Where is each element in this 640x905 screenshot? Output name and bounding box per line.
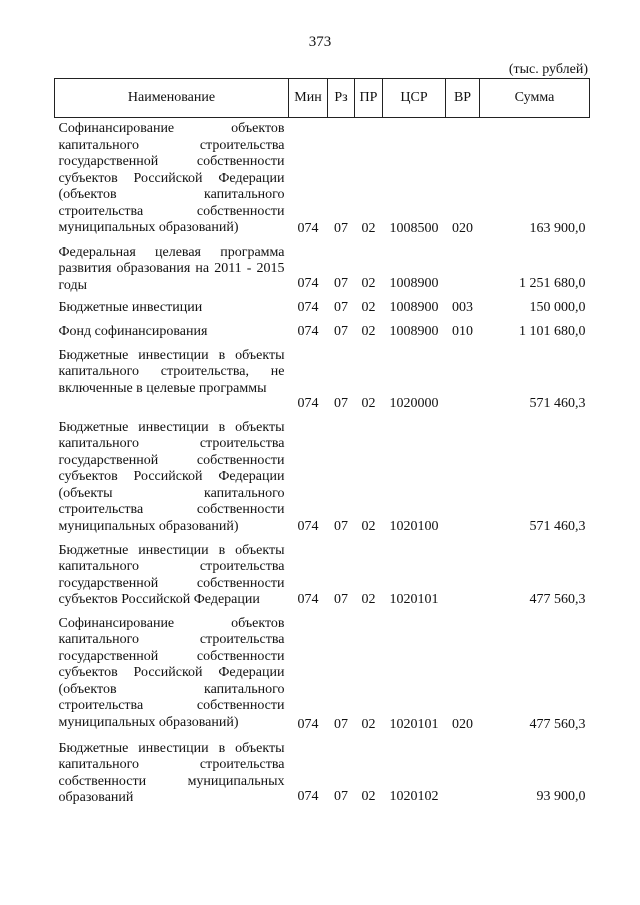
table-row [55, 297, 590, 321]
units-label: (тыс. рублей) [508, 62, 588, 77]
row-sum: 477 560,3 [529, 717, 586, 732]
header-csr: ЦСР [383, 79, 446, 118]
row-sum: 477 560,3 [529, 592, 586, 607]
row-pr: 02 [361, 717, 376, 732]
row-vr [446, 540, 480, 613]
row-sum: 571 460,3 [529, 396, 586, 411]
table-row [55, 738, 590, 810]
row-csr: 1008900 [389, 276, 439, 291]
row-sum: 571 460,3 [529, 519, 586, 534]
row-csr: 1008900 [389, 324, 439, 339]
row-rz: 07 [334, 396, 348, 411]
row-rz: 07 [334, 324, 348, 339]
row-vr [446, 738, 480, 810]
row-min: 074 [297, 396, 319, 411]
row-min: 074 [297, 519, 319, 534]
row-min: 074 [297, 276, 319, 291]
row-name: Софинансирование объектов капитального строительства государственной собственности субъектов Российской Федерации (объектов капитального строительства собственности муниципальных образований) [58, 121, 285, 235]
table-row [55, 345, 590, 417]
row-min: 074 [297, 300, 319, 315]
row-sum: 93 900,0 [536, 789, 586, 804]
row-pr: 02 [361, 276, 376, 291]
row-rz: 07 [334, 300, 348, 315]
table-row [55, 242, 590, 297]
table-header-row [55, 79, 590, 118]
row-vr: 020 [452, 717, 473, 732]
row-name: Фонд софинансирования [58, 323, 208, 339]
page-number: 373 [308, 34, 332, 50]
row-name: Бюджетные инвестиции в объекты капитального строительства государственной собственности субъектов Российской Федерации [58, 542, 285, 607]
row-csr: 1008500 [389, 221, 439, 236]
table-row [55, 417, 590, 540]
row-pr: 02 [361, 592, 376, 607]
row-vr: 010 [452, 324, 473, 339]
row-pr: 02 [361, 519, 376, 534]
row-pr: 02 [361, 789, 376, 804]
header-sum: Сумма [480, 79, 590, 118]
row-rz: 07 [334, 592, 348, 607]
header-vr: ВР [446, 79, 480, 118]
row-min: 074 [297, 324, 319, 339]
row-rz: 07 [334, 519, 348, 534]
row-csr: 1020100 [389, 519, 439, 534]
table-row [55, 540, 590, 613]
row-name: Бюджетные инвестиции [58, 299, 203, 315]
header-rz: Рз [328, 79, 355, 118]
row-vr [446, 417, 480, 540]
row-min: 074 [297, 717, 319, 732]
row-name: Бюджетные инвестиции в объекты капитального строительства, не включенные в целевые программы [58, 347, 285, 396]
row-name: Бюджетные инвестиции в объекты капитального строительства собственности муниципальных образований [58, 740, 285, 805]
header-min: Мин [289, 79, 328, 118]
header-pr: ПР [355, 79, 383, 118]
budget-table [54, 78, 590, 810]
row-sum: 150 000,0 [529, 300, 586, 315]
row-min: 074 [297, 592, 319, 607]
row-vr [446, 345, 480, 417]
row-vr [446, 242, 480, 297]
row-csr: 1020102 [389, 789, 439, 804]
table-row [55, 613, 590, 738]
row-csr: 1020101 [389, 717, 439, 732]
row-rz: 07 [334, 789, 348, 804]
row-pr: 02 [361, 324, 376, 339]
row-min: 074 [297, 789, 319, 804]
row-csr: 1020101 [389, 592, 439, 607]
row-sum: 163 900,0 [529, 221, 586, 236]
row-csr: 1020000 [389, 396, 439, 411]
row-vr: 020 [452, 221, 473, 236]
header-name: Наименование [55, 79, 289, 118]
row-pr: 02 [361, 300, 376, 315]
row-min: 074 [297, 221, 319, 236]
table-row [55, 321, 590, 345]
row-pr: 02 [361, 396, 376, 411]
row-rz: 07 [334, 717, 348, 732]
row-pr: 02 [361, 221, 376, 236]
row-rz: 07 [334, 276, 348, 291]
row-sum: 1 251 680,0 [519, 276, 586, 291]
table-row [55, 118, 590, 242]
row-csr: 1008900 [389, 300, 439, 315]
row-name: Федеральная целевая программа развития образования на 2011 - 2015 годы [58, 244, 285, 293]
row-name: Софинансирование объектов капитального строительства государственной собственности субъектов Российской Федерации (объектов капитального строительства собственности муниципальных образований) [58, 615, 285, 730]
row-vr: 003 [452, 300, 473, 315]
row-sum: 1 101 680,0 [519, 324, 586, 339]
row-name: Бюджетные инвестиции в объекты капитального строительства государственной собственности субъектов Российской Федерации (объекты капитального строительства собственности муниципальных образований) [58, 419, 285, 534]
row-rz: 07 [334, 221, 348, 236]
